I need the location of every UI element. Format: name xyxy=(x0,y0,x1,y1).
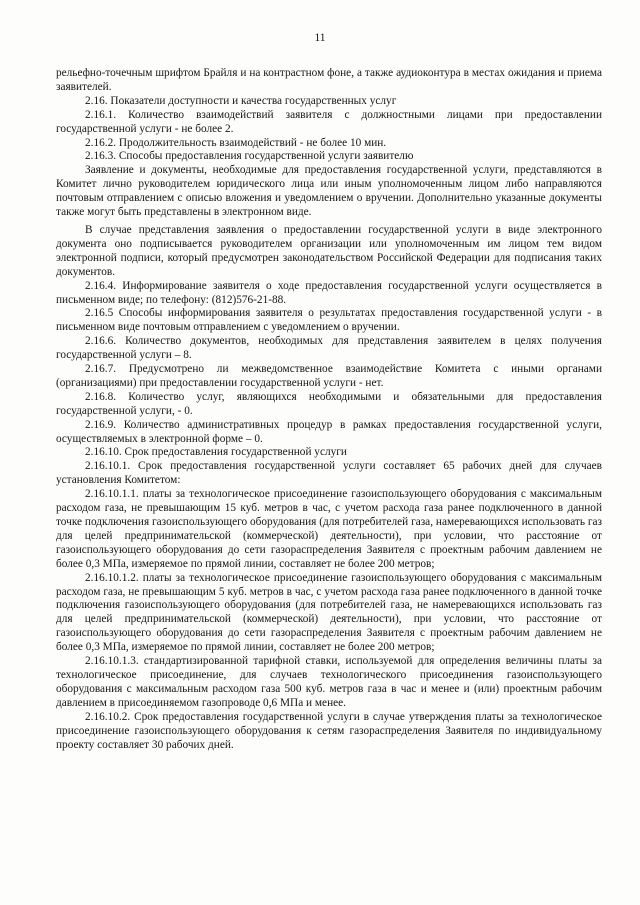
paragraph-electronic-document: В случае представления заявления о предоставлении государственной услуги в виде электронного документа оно подписывается руководителем организации или уполномоченным им лицом тем видом электронной подписи, который предусмотрен законодательством Российской Федерации для подписания таких документов. xyxy=(56,223,602,278)
paragraph-2-16-7: 2.16.7. Предусмотрено ли межведомственное взаимодействие Комитета с иными органами (организациями) при предоставлении государственной услуги - нет. xyxy=(56,363,602,389)
paragraph-2-16-1: 2.16.1. Количество взаимодействий заявителя с должностными лицами при предоставлении государственной услуги - не более 2. xyxy=(56,108,602,135)
paragraph-2-16-10-1-1: 2.16.10.1.1. платы за технологическое присоединение газоиспользующего оборудования с максимальным расходом газа, не превышающим 15 куб. метров в час, с учетом расхода газа ранее подключенного в данной точке подключения газоиспользующего оборудования (для потребителей газа, намеревающихся использовать газ для целей предпринимательской (коммерческой) деятельности), при условии, что расстояние от газоиспользующего оборудования до сети газораспределения Заявителя с проектным рабочим давлением не более 0,3 МПа, измеряемое по прямой линии, составляет не более 200 метров; xyxy=(56,488,602,570)
paragraph-2-16-10: 2.16.10. Срок предоставления государственной услуги xyxy=(85,446,347,459)
paragraph-submission-methods: Заявление и документы, необходимые для предоставления государственной услуги, представляются в Комитет лично руководителем юридического лица или иным уполномоченным лицом либо направляются почтовым отправлением с описью вложения и уведомлением о вручении. Дополнительно указанные документы также могут быть представлены в электронном виде. xyxy=(56,164,602,219)
paragraph-2-16-2: 2.16.2. Продолжительность взаимодействий - не более 10 мин. xyxy=(85,136,387,149)
paragraph-braille-continuation: рельефно-точечным шрифтом Брайля и на контрастном фоне, а также аудиоконтура в местах ожидания и приема заявителей. xyxy=(56,67,602,93)
heading-2-16: 2.16. Показатели доступности и качества государственных услуг xyxy=(85,94,397,107)
paragraph-2-16-5: 2.16.5 Способы информирования заявителя о результатах предоставления государственной услуги - в письменном виде почтовым отправлением с уведомлением о вручении. xyxy=(56,307,602,334)
document-body xyxy=(56,67,602,752)
paragraph-2-16-8: 2.16.8. Количество услуг, являющихся необходимыми и обязательными для предоставления государственной услуги, - 0. xyxy=(56,390,602,417)
paragraph-2-16-6: 2.16.6. Количество документов, необходимых для представления заявителем в целях получения государственной услуги – 8. xyxy=(56,335,602,362)
paragraph-2-16-3: 2.16.3. Способы предоставления государственной услуги заявителю xyxy=(85,150,414,163)
paragraph-2-16-10-2: 2.16.10.2. Срок предоставления государственной услуги в случае утверждения платы за технологическое присоединение газоиспользующего оборудования к сетям газораспределения Заявителя по индивидуальному проекту составляет 30 рабочих дней. xyxy=(56,710,602,751)
paragraph-2-16-10-1-3: 2.16.10.1.3. стандартизированной тарифной ставки, используемой для определения величины платы за технологическое присоединение, для случаев технологического присоединения газоиспользующего оборудования с максимальным расходом газа 500 куб. метров газа в час и менее и (или) проектным рабочим давлением в присоединяемом газопроводе 0,6 МПа и менее. xyxy=(56,655,602,709)
page-number: 11 xyxy=(314,32,326,44)
paragraph-2-16-4: 2.16.4. Информирование заявителя о ходе предоставления государственной услуги осуществляется в письменном виде; по телефону: (812)576-21-88. xyxy=(56,279,602,306)
paragraph-2-16-10-1-2: 2.16.10.1.2. платы за технологическое присоединение газоиспользующего оборудования с максимальным расходом газа, не превышающим 5 куб. метров в час, с учетом расхода газа ранее подключенного в данной точке подключения газоиспользующего оборудования (для потребителей газа, не намеревающихся использовать газ для целей предпринимательской (коммерческой) деятельности), при условии, что расстояние от газоиспользующего оборудования до сети газораспределения Заявителя с проектным рабочим давлением не более 0,3 МПа, измеряемое по прямой линии, составляет не более 200 метров; xyxy=(56,571,602,654)
paragraph-2-16-10-1: 2.16.10.1. Срок предоставления государственной услуги составляет 65 рабочих дней для случаев установления Комитетом: xyxy=(56,460,602,487)
paragraph-2-16-9: 2.16.9. Количество административных процедур в рамках предоставления государственной услуги, осуществляемых в электронной форме – 0. xyxy=(56,418,602,445)
